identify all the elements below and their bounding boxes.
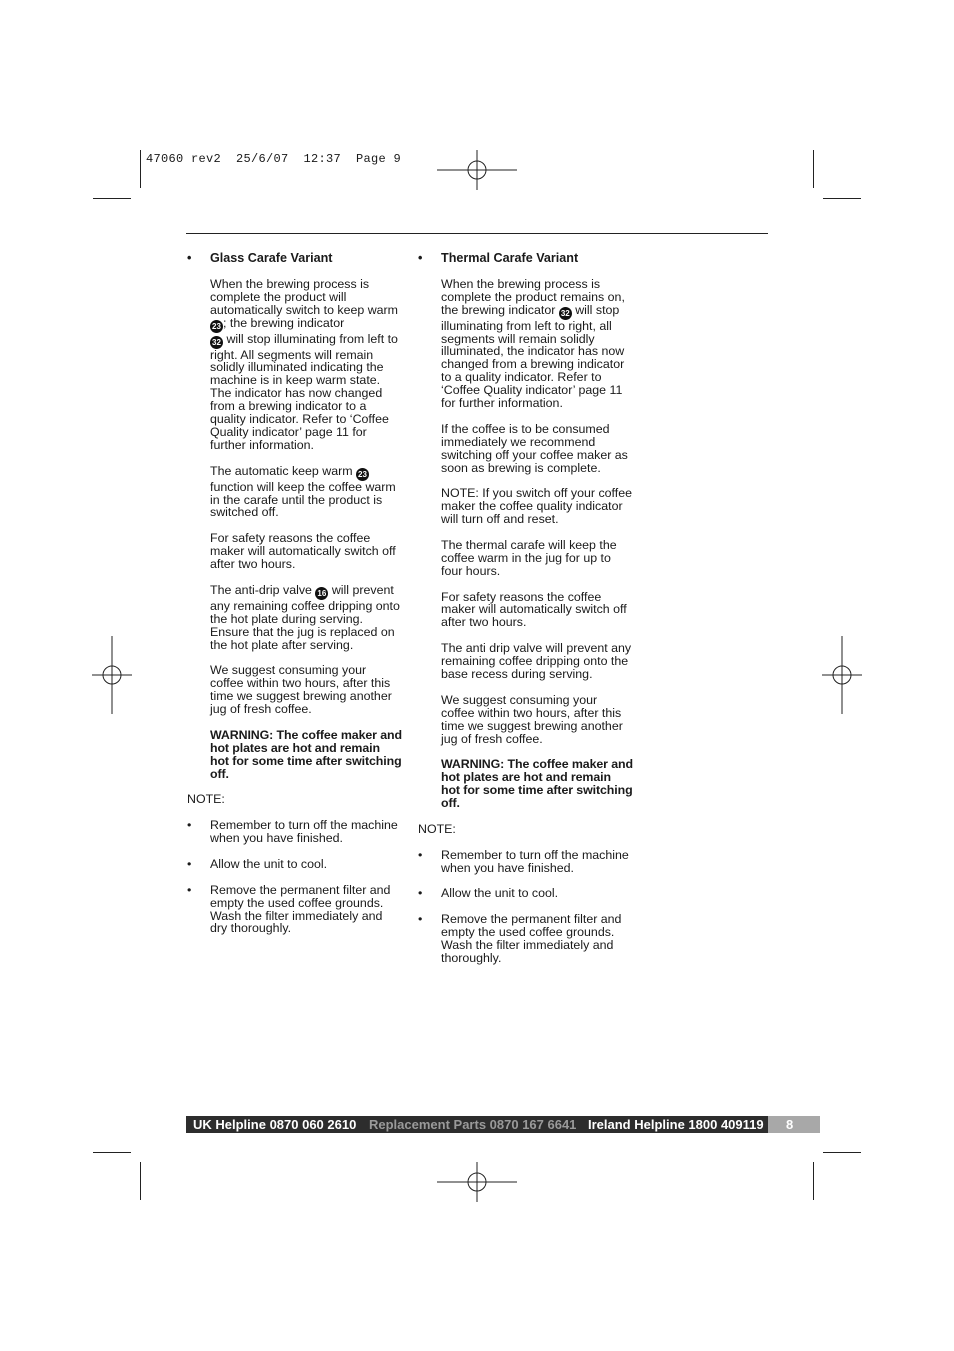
keep-warm-marker-icon: 23 <box>356 468 369 481</box>
right-para-7: We suggest consuming your coffee within two hours, after this time we suggest brewing another jug of fresh coffee. <box>441 692 623 746</box>
bullet: • <box>418 886 423 901</box>
registration-mark-left-icon <box>92 636 132 714</box>
helpline-footer <box>186 1116 820 1133</box>
bullet: • <box>187 856 192 871</box>
left-para-1-a: When the brewing process is complete the product will automatically switch to keep warm <box>210 276 398 317</box>
right-para-1 <box>441 278 633 410</box>
print-slug: 47060 rev2 25/6/07 12:37 Page 9 <box>146 152 402 166</box>
ireland-helpline: Ireland Helpline 1800 409119 <box>588 1117 764 1132</box>
anti-drip-marker-icon: 16 <box>315 587 328 600</box>
replacement-parts-line: Replacement Parts 0870 167 6641 <box>369 1117 577 1132</box>
right-note-label: NOTE: <box>418 821 456 836</box>
keep-warm-marker-icon: 23 <box>210 320 223 333</box>
crop-mark-br-v <box>813 1162 814 1200</box>
uk-helpline: UK Helpline 0870 060 2610 <box>193 1117 357 1132</box>
registration-mark-bottom-icon <box>437 1162 517 1202</box>
right-para-1-a: When the brewing process is complete the product remains on, the brewing indicator <box>441 276 625 317</box>
left-para-3: For safety reasons the coffee maker will automatically switch off after two hours. <box>210 531 396 572</box>
list-item-text: Remember to turn off the machine when you have finished. <box>441 847 629 875</box>
page-number: 8 <box>768 1116 820 1133</box>
registration-mark-top-icon <box>437 150 517 190</box>
left-para-1-b: ; the brewing indicator <box>223 315 345 330</box>
right-para-6: The anti drip valve will prevent any remaining coffee dripping onto the base recess during serving. <box>441 641 632 681</box>
list-item <box>187 818 402 846</box>
left-para-2-a: The automatic keep warm <box>210 463 356 478</box>
list-item-text: Remove the permanent filter and empty the used coffee grounds. Wash the filter immediately and thoroughly. <box>441 912 622 965</box>
right-para-2: If the coffee is to be consumed immediately we recommend switching off your coffee maker as soon as brewing is complete. <box>441 421 628 475</box>
left-para-4 <box>210 584 402 652</box>
crop-mark-br-h <box>823 1152 861 1153</box>
bullet: • <box>418 251 423 265</box>
left-para-1 <box>210 278 402 452</box>
crop-mark-bl-h <box>93 1152 131 1153</box>
list-item <box>418 912 633 965</box>
left-column <box>187 252 402 948</box>
left-para-4-b: will prevent any remaining coffee dripping onto the hot plate during serving. Ensure that the jug is replaced on the hot plate after serving. <box>210 582 400 652</box>
bullet: • <box>418 847 423 862</box>
right-heading: Thermal Carafe Variant <box>441 251 579 265</box>
header-rule <box>186 233 768 234</box>
bullet: • <box>187 818 192 833</box>
brewing-indicator-marker-icon: 32 <box>559 307 572 320</box>
left-note-label: NOTE: <box>187 792 225 807</box>
left-para-5: We suggest consuming your coffee within two hours, after this time we suggest brewing another jug of fresh coffee. <box>210 663 392 717</box>
right-para-4: The thermal carafe will keep the coffee warm in the jug for up to four hours. <box>441 537 617 578</box>
crop-mark-tl-h <box>93 198 131 199</box>
right-heading-row <box>418 251 633 265</box>
list-item-text: Allow the unit to cool. <box>441 886 559 901</box>
list-item-text: Remove the permanent filter and empty the used coffee grounds. Wash the filter immediately and dry thoroughly. <box>210 882 391 936</box>
bullet: • <box>418 912 423 927</box>
bullet: • <box>187 251 192 265</box>
crop-mark-bl-v <box>140 1162 141 1200</box>
list-item <box>187 882 402 936</box>
list-item-text: Remember to turn off the machine when you have finished. <box>210 818 398 846</box>
right-warning: WARNING: The coffee maker and hot plates are hot and remain hot for some time after switching off. <box>441 757 633 811</box>
list-item <box>187 856 402 871</box>
crop-mark-tr-h <box>823 198 861 199</box>
bullet: • <box>187 882 192 897</box>
left-para-1-c: will stop illuminating from left to right. All segments will remain solidly illuminated indicating the machine is in keep warm state. The indicator has now changed from a brewing indicator to a quality indicator. Refer to ‘Coffee Quality indicator’ page 11 for further information. <box>210 331 398 452</box>
crop-mark-tr-v <box>813 150 814 188</box>
crop-mark-tl-v <box>140 150 141 188</box>
list-item-text: Allow the unit to cool. <box>210 856 328 871</box>
left-para-2 <box>210 465 402 520</box>
left-para-2-b: function will keep the coffee warm in the carafe until the product is switched off. <box>210 479 396 520</box>
right-para-1-b: will stop illuminating from left to right, all segments will remain solidly illuminated, the indicator has now changed from a brewing indicator to a quality indicator. Refer to ‘Coffee Quality indicator’ page 11 for further information. <box>441 302 625 411</box>
right-para-5: For safety reasons the coffee maker will automatically switch off after two hours. <box>441 589 627 630</box>
right-para-3: NOTE: If you switch off your coffee maker the coffee quality indicator will turn off and reset. <box>441 486 632 527</box>
left-warning: WARNING: The coffee maker and hot plates are hot and remain hot for some time after switching off. <box>210 727 402 781</box>
left-heading: Glass Carafe Variant <box>210 251 333 265</box>
brewing-indicator-marker-icon: 32 <box>210 336 223 349</box>
list-item <box>418 886 633 901</box>
right-column <box>418 252 633 978</box>
list-item <box>418 847 633 875</box>
left-heading-row <box>187 251 402 265</box>
registration-mark-right-icon <box>822 636 862 714</box>
left-para-4-a: The anti-drip valve <box>210 582 316 597</box>
